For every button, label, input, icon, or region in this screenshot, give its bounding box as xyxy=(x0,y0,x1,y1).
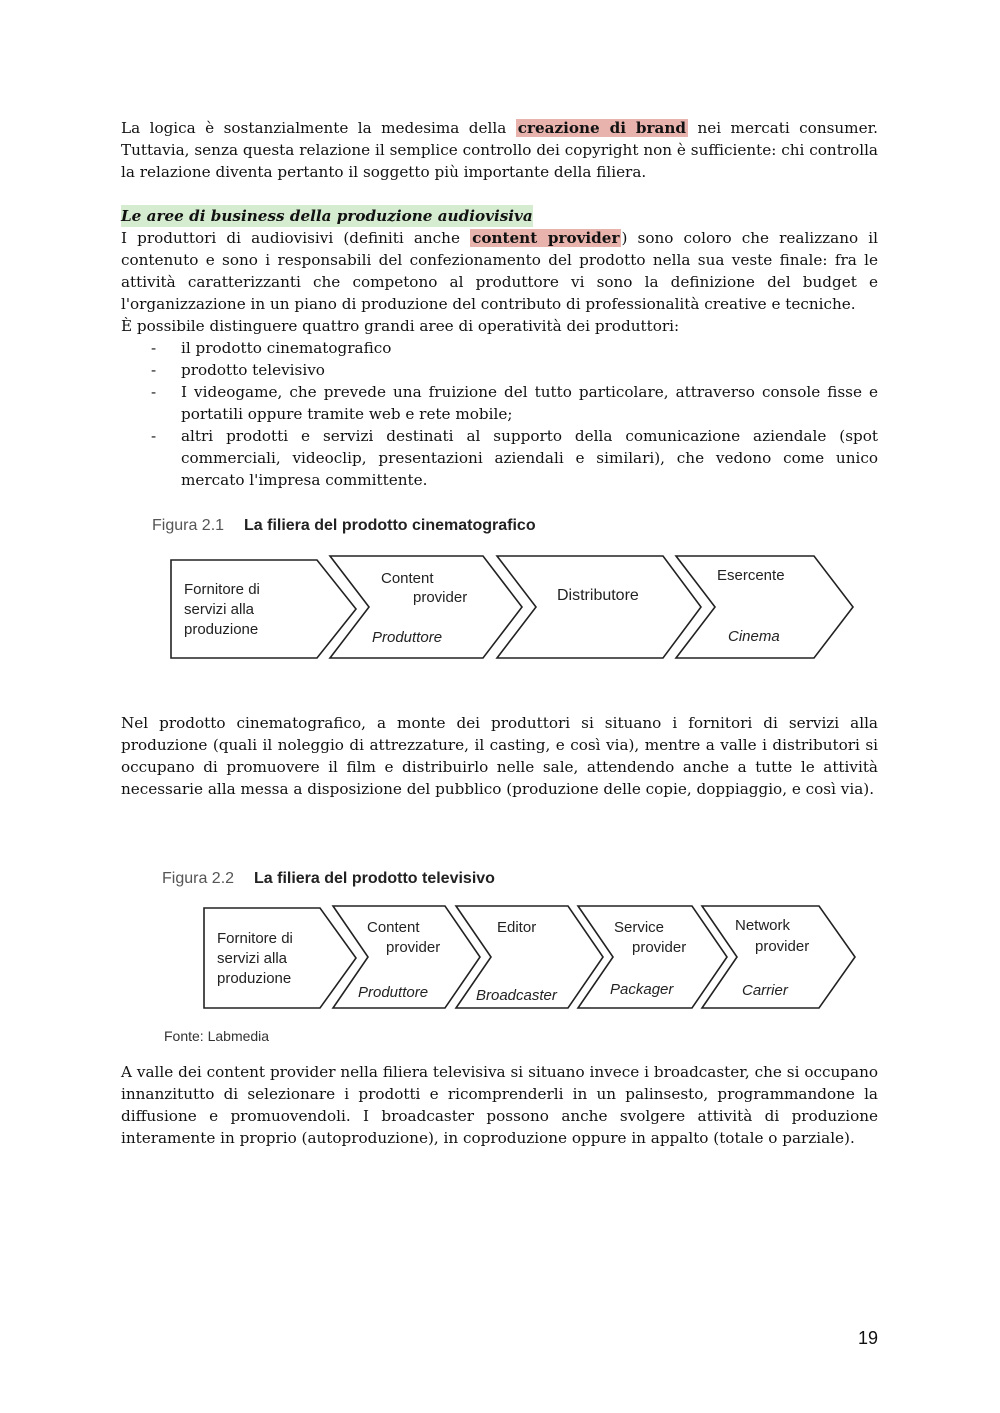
step-role: Produttore xyxy=(372,629,443,646)
highlight-creazione-di-brand: creazione di brand xyxy=(517,119,687,137)
chevron-shape xyxy=(497,556,701,658)
list-item: - I videogame, che prevede una fruizione del tutto particolare, attraverso console fisse e portatili oppure tramite web e rete mobile; xyxy=(121,381,878,425)
page-body-3 xyxy=(121,1061,878,1149)
step-label: servizi alla xyxy=(217,950,288,967)
list-item: - altri prodotti e servizi destinati al supporto della comunicazione aziendale (spot commerciali, videoclip, presentazioni aziendali e similari), che vedono come unico mercato l'impresa committente. xyxy=(121,425,878,491)
step-label: Editor xyxy=(497,919,537,936)
list-item: - il prodotto cinematografico xyxy=(121,337,878,359)
list-item: - prodotto televisivo xyxy=(121,359,878,381)
areas-list xyxy=(121,337,878,491)
figure-2-2 xyxy=(162,863,882,1051)
step-label: provider xyxy=(386,939,441,956)
paragraph-four-areas: È possibile distinguere quattro grandi aree di operatività dei produttori: xyxy=(121,317,680,335)
paragraph-broadcaster: A valle dei content provider nella filiera televisiva si situano invece i broadcaster, che si occupano innanzitutto di selezionare i prodotti e ricomprenderli in un palinsesto, programmandone la diffusione e promuovendoli. I broadcaster possono anche svolgere attività di produzione interamente in proprio (autoproduzione), in coproduzione oppure in appalto (totale o parziale). xyxy=(121,1063,878,1147)
step-label: provider xyxy=(755,938,810,955)
step-label: Network xyxy=(735,917,791,934)
step-role: Carrier xyxy=(742,982,788,999)
step-role: Packager xyxy=(610,981,674,998)
step-role: Broadcaster xyxy=(476,987,557,1004)
page-body xyxy=(121,117,878,491)
page-number: 19 xyxy=(858,1328,879,1348)
step-label: provider xyxy=(632,939,687,956)
step-label: produzione xyxy=(217,970,292,987)
step-label: provider xyxy=(413,589,468,606)
step-label: Fornitore di xyxy=(184,581,260,598)
step-label: Distributore xyxy=(557,587,639,604)
figure-title: La filiera del prodotto cinematografico xyxy=(244,517,536,534)
highlight-content-provider: content provider xyxy=(472,229,620,247)
figure-2-1 xyxy=(150,508,870,668)
figure-source: Fonte: Labmedia xyxy=(164,1028,270,1044)
step-label: Service xyxy=(614,919,665,936)
step-label: Esercente xyxy=(717,567,785,584)
paragraph-cinema-chain: Nel prodotto cinematografico, a monte dei produttori si situano i fornitori di servizi alla produzione (quali il noleggio di attrezzature, il casting, e così via), mentre a valle i distributori si occupano di promuovere il film e distribuirlo nelle sale, attendendo anche a tutte le attività necessarie alla messa a disposizione del pubblico (produzione delle copie, doppiaggio, e così via). xyxy=(121,714,878,798)
figure-number: Figura 2.2 xyxy=(162,870,235,887)
page-body-2 xyxy=(121,712,878,800)
paragraph-content-provider: I produttori di audiovisivi (definiti anche content provider ) sono coloro che realizzano il contenuto e sono i responsabili del confezionamento del prodotto nella sua veste finale: fra le attività caratterizzanti che competono al produttore vi sono la definizione del budget e l'organizzazione in un piano di produzione del contributo di professionalità creative e tecniche. xyxy=(121,229,878,313)
paragraph-brand: La logica è sostanzialmente la medesima della creazione di brand nei mercati consumer. Tuttavia, senza questa relazione il semplice controllo dei copyright non è sufficiente: chi controlla la relazione diventa pertanto il soggetto più importante della filiera. xyxy=(121,119,878,181)
step-label: servizi alla xyxy=(184,601,255,618)
step-label: Content xyxy=(367,919,420,936)
step-role: Cinema xyxy=(728,628,780,645)
step-label: Fornitore di xyxy=(217,930,293,947)
step-label: produzione xyxy=(184,621,259,638)
step-role: Produttore xyxy=(358,984,429,1001)
figure-title: La filiera del prodotto televisivo xyxy=(254,870,495,887)
figure-number: Figura 2.1 xyxy=(152,517,225,534)
step-label: Content xyxy=(381,570,434,587)
section-heading: Le aree di business della produzione audiovisiva xyxy=(121,207,533,225)
